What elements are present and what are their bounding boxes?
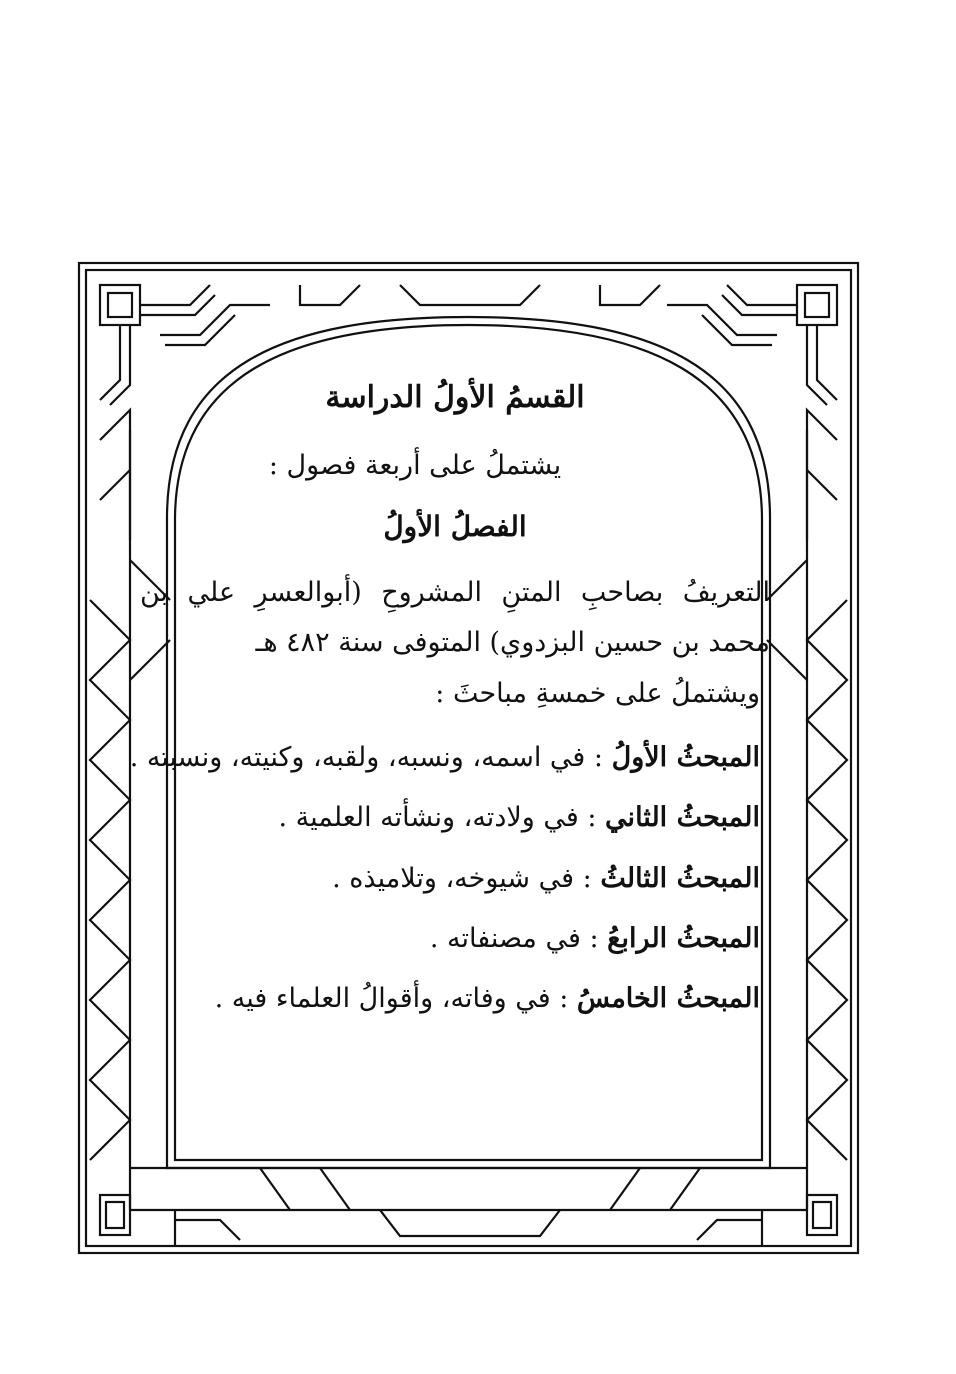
section-text: : في شيوخه، وتلاميذه .	[332, 863, 592, 894]
section-label: المبحثُ الثالثُ	[600, 863, 760, 894]
intro-text: يشتملُ على أربعة فصول :	[268, 450, 562, 481]
section-item	[332, 863, 760, 894]
section-text: : في ولادته، ونشأته العلمية .	[278, 802, 597, 833]
section-item	[215, 983, 760, 1014]
section-label: المبحثُ الأولُ	[611, 742, 760, 773]
chapter-description: التعريفُ بصاحبِ المتنِ المشروحِ (أبوالعسرِ علي بن محمد بن حسين البزدوي) المتوفى سنة ٤٨٢ هـ	[140, 577, 770, 658]
section-text: : في وفاته، وأقوالُ العلماء فيه .	[214, 983, 569, 1014]
section-text: : في مصنفاته .	[429, 923, 599, 954]
section-label: المبحثُ الخامسُ	[576, 983, 760, 1014]
section-label: المبحثُ الثاني	[605, 802, 760, 833]
section-item	[279, 802, 761, 833]
chapter-title: الفصلُ الأولُ	[383, 510, 527, 543]
section-item	[430, 923, 760, 954]
section-item	[130, 742, 760, 773]
section-title: القسمُ الأولُ الدراسة	[325, 380, 585, 415]
sections-intro: ويشتملُ على خمسةِ مباحثَ :	[435, 678, 760, 709]
section-label: المبحثُ الرابعُ	[607, 923, 760, 954]
section-text: : في اسمه، ونسبه، ولقبه، وكنيته، ونسبته .	[129, 742, 604, 773]
